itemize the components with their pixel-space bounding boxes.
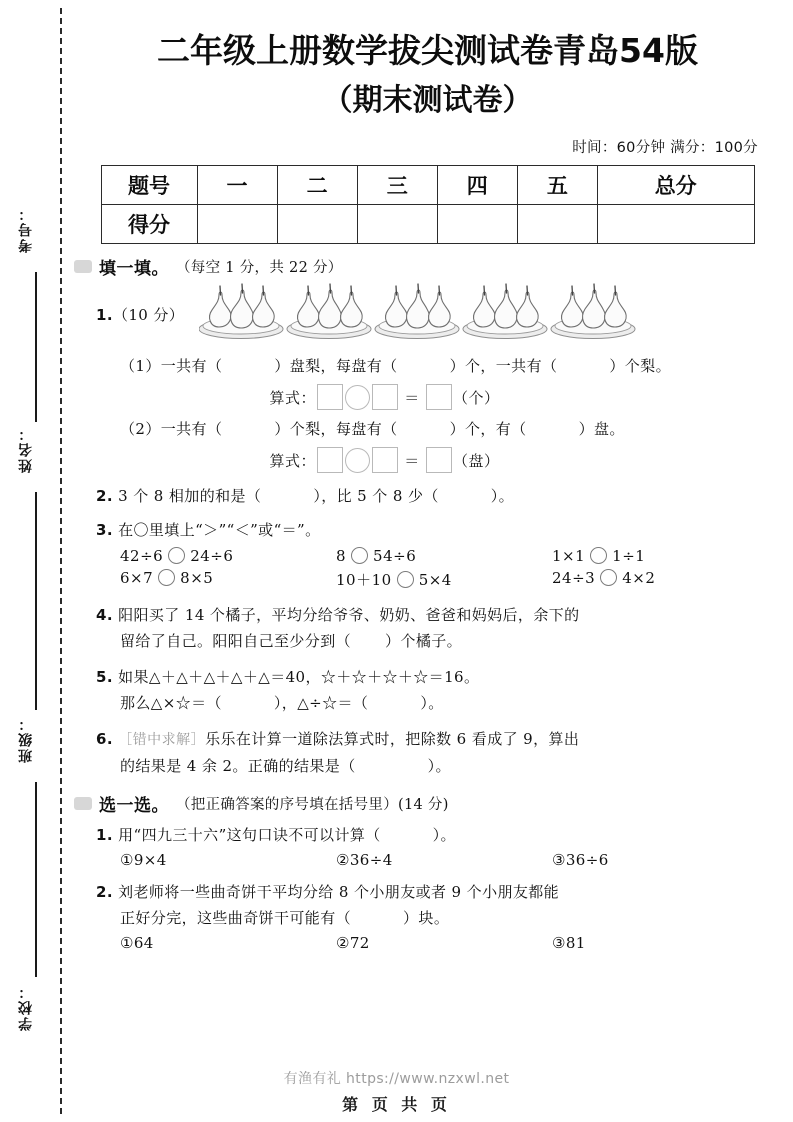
option-2[interactable]: ②72	[336, 934, 370, 952]
score-table-col-1: 一	[197, 166, 277, 205]
section-marker-icon	[74, 260, 92, 273]
cmp-1-left: 42÷6	[120, 547, 164, 565]
question-1-6-number: 6.	[96, 730, 113, 748]
q1-sub1-text-d: ）个梨。	[609, 357, 671, 375]
cmp-2-circle[interactable]	[351, 547, 368, 564]
q1-sub2-text-d: ）盘。	[578, 420, 625, 438]
comparison-item	[552, 547, 768, 565]
cmp-3-left: 1×1	[552, 547, 586, 565]
question-1-4-line2	[120, 628, 793, 654]
question-2-2-number: 2.	[96, 883, 113, 901]
option-1[interactable]: ①9×4	[120, 851, 167, 869]
question-1-6-line2	[120, 753, 793, 779]
formula-2-box-a[interactable]	[317, 447, 343, 473]
score-table	[101, 165, 755, 244]
q2-text-c: ）。	[490, 487, 515, 505]
section-one-note: （每空 1 分，共 22 分）	[176, 260, 343, 276]
question-2-1	[96, 822, 793, 848]
question-2-2	[96, 879, 793, 905]
question-1-5-number: 5.	[96, 668, 113, 686]
score-table-col-5: 五	[517, 166, 597, 205]
score-table-row-header-1: 题号	[101, 166, 197, 205]
formula-2-operator-circle[interactable]	[345, 448, 370, 473]
question-1-1	[96, 283, 793, 349]
formula-1-box-a[interactable]	[317, 384, 343, 410]
page-title: 二年级上册数学拔尖测试卷青岛54版	[157, 31, 698, 70]
page-subtitle: （期末测试卷）	[322, 83, 533, 118]
cmp-5-left: 10＋10	[336, 571, 392, 589]
question-1-3-row-2	[120, 569, 793, 590]
score-cell-5[interactable]	[517, 205, 597, 244]
formula-label-1: 算式：	[269, 389, 316, 407]
score-cell-total[interactable]	[597, 205, 754, 244]
formula-2-box-b[interactable]	[372, 447, 398, 473]
question-1-1-points: （10 分）	[112, 306, 185, 324]
cmp-6-circle[interactable]	[600, 569, 617, 586]
question-1-1-formula-1: 算式： ＝ （个）	[62, 384, 793, 410]
q5-line-1: 如果△＋△＋△＋△＋△＝40，☆＋☆＋☆＋☆＝16。	[118, 668, 480, 686]
question-2-2-line2	[120, 905, 793, 931]
question-1-2	[96, 483, 793, 509]
q5-line-2-c: ）。	[420, 694, 444, 712]
exam-page	[62, 0, 793, 1122]
q2-1-text-a: 用“四九三十六”这句口诀不可以计算（	[118, 826, 381, 844]
question-1-5	[96, 664, 793, 690]
question-1-5-line2	[120, 690, 793, 716]
section-two-title: 选一选。	[99, 796, 169, 816]
score-table-col-3: 三	[357, 166, 437, 205]
q6-line-2-a: 的结果是 4 余 2。正确的结果是（	[120, 757, 356, 775]
cmp-3-circle[interactable]	[590, 547, 607, 564]
q6-line-2-b: ）。	[427, 757, 451, 775]
score-cell-3[interactable]	[357, 205, 437, 244]
cmp-2-right: 54÷6	[373, 547, 417, 565]
seal-label-class: 班级：	[18, 715, 34, 763]
formula-1-operator-circle[interactable]	[345, 385, 370, 410]
score-table-col-4: 四	[437, 166, 517, 205]
seal-label-name: 姓名：	[18, 425, 34, 473]
question-1-4	[96, 602, 793, 628]
q1-sub1-text-b: ）盘梨，每盘有（	[274, 357, 398, 375]
score-table-col-2: 二	[277, 166, 357, 205]
formula-1-box-b[interactable]	[372, 384, 398, 410]
table-row	[101, 205, 754, 244]
q2-2-line-2-b: ）块。	[403, 909, 450, 927]
cmp-3-right: 1÷1	[612, 547, 646, 565]
q1-sub2-text-c: ）个，有（	[449, 420, 527, 438]
q2-text-a: 3 个 8 相加的和是（	[118, 487, 262, 505]
score-table-col-total: 总分	[597, 166, 754, 205]
question-1-6-tag: ［错中求解］	[118, 732, 206, 748]
q1-sub2-text-b: ）个梨，每盘有（	[274, 420, 398, 438]
cmp-2-left: 8	[336, 547, 347, 565]
question-1-1-sub1	[120, 353, 793, 379]
q2-text-b: ），比 5 个 8 少（	[313, 487, 439, 505]
question-1-3	[96, 517, 793, 543]
question-1-1-number: 1.	[96, 306, 113, 324]
cmp-6-left: 24÷3	[552, 569, 596, 587]
comparison-item	[120, 569, 336, 590]
q1-sub1-text-a: （1）一共有（	[120, 357, 223, 375]
comparison-item	[336, 547, 552, 565]
question-1-1-formula-2: 算式： ＝ （盘）	[62, 447, 793, 473]
q1-sub1-text-c: ）个，一共有（	[449, 357, 558, 375]
question-1-3-row-1	[120, 547, 793, 565]
exam-meta-info: 时间：60分钟 满分：100分	[572, 140, 758, 156]
cmp-4-circle[interactable]	[158, 569, 175, 586]
seal-divider-2	[35, 492, 37, 710]
pears-figure	[199, 283, 639, 349]
seal-margin	[0, 0, 62, 1122]
q4-line-1: 阳阳买了 14 个橘子，平均分给爷爷、奶奶、爸爸和妈妈后，余下的	[118, 606, 580, 624]
seal-label-exam-number: 考号：	[18, 205, 34, 253]
formula-label-2: 算式：	[269, 452, 316, 470]
question-1-2-number: 2.	[96, 487, 113, 505]
q6-line-1: 乐乐在计算一道除法算式时，把除数 6 看成了 9，算出	[205, 730, 580, 748]
formula-1-unit: （个）	[453, 389, 500, 407]
section-marker-icon	[74, 797, 92, 810]
page-number-footer: 第 页 共 页	[342, 1095, 451, 1114]
watermark-text: 有渔有礼 https://www.nzxwl.net	[283, 1071, 510, 1087]
q4-line-2-b: ）个橘子。	[385, 632, 463, 650]
formula-1-box-result[interactable]	[426, 384, 452, 410]
score-cell-1[interactable]	[197, 205, 277, 244]
option-3[interactable]: ③36÷6	[552, 851, 609, 869]
q2-2-line-1: 刘老师将一些曲奇饼干平均分给 8 个小朋友或者 9 个小朋友都能	[118, 883, 560, 901]
seal-divider-3	[35, 782, 37, 977]
q2-2-line-2-a: 正好分完，这些曲奇饼干可能有（	[120, 909, 352, 927]
q1-sub2-text-a: （2）一共有（	[120, 420, 223, 438]
option-3[interactable]: ③81	[552, 934, 586, 952]
section-header-one	[74, 254, 793, 279]
section-one-title: 填一填。	[99, 259, 169, 279]
comparison-item	[336, 569, 552, 590]
seal-label-school: 学校：	[18, 983, 34, 1031]
cmp-1-right: 24÷6	[190, 547, 234, 565]
section-header-two	[74, 791, 793, 816]
comparison-item	[120, 547, 336, 565]
option-2[interactable]: ②36÷4	[336, 851, 393, 869]
section-two-note: （把正确答案的序号填在括号里）(14 分)	[176, 797, 449, 813]
question-2-1-number: 1.	[96, 826, 113, 844]
formula-2-unit: （盘）	[453, 452, 500, 470]
question-1-4-number: 4.	[96, 606, 113, 624]
score-table-row-header-2: 得分	[101, 205, 197, 244]
question-1-3-number: 3.	[96, 521, 113, 539]
question-2-2-options	[120, 934, 793, 952]
score-cell-4[interactable]	[437, 205, 517, 244]
cmp-5-right: 5×4	[418, 571, 452, 589]
question-1-1-sub2	[120, 416, 793, 442]
q5-line-2-b: ），△÷☆＝（	[273, 694, 369, 712]
formula-2-box-result[interactable]	[426, 447, 452, 473]
score-cell-2[interactable]	[277, 205, 357, 244]
question-1-6	[96, 726, 793, 753]
comparison-item	[552, 569, 768, 590]
cmp-1-circle[interactable]	[168, 547, 185, 564]
seal-divider-1	[35, 272, 37, 422]
option-1[interactable]: ①64	[120, 934, 154, 952]
q2-1-text-b: ）。	[432, 826, 456, 844]
q5-line-2-a: 那么△×☆＝（	[120, 694, 222, 712]
q3-instruction: 在〇里填上“＞”“＜”或“＝”。	[118, 521, 321, 539]
cmp-4-right: 8×5	[180, 569, 214, 587]
cmp-4-left: 6×7	[120, 569, 154, 587]
question-2-1-options	[120, 851, 793, 869]
q4-line-2-a: 留给了自己。阳阳自己至少分到（	[120, 632, 352, 650]
table-row	[101, 166, 754, 205]
cmp-6-right: 4×2	[622, 569, 656, 587]
cmp-5-circle[interactable]	[397, 571, 414, 588]
